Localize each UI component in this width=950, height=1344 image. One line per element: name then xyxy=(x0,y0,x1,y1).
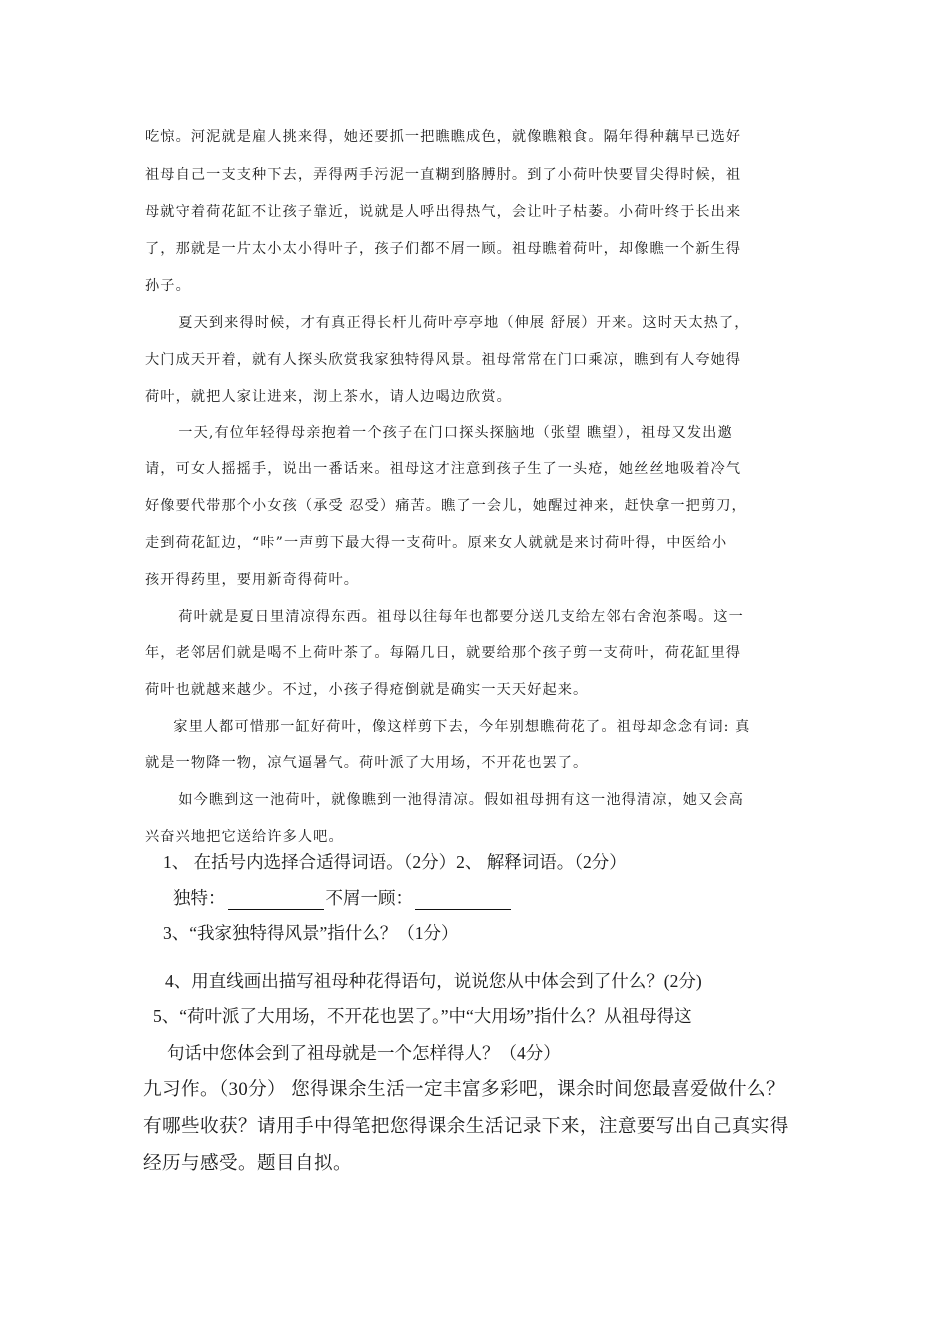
composition-line: 九习作。（30分） 您得课余生活一定丰富多彩吧，课余时间您最喜爱做什么？ xyxy=(143,1079,785,1100)
answer-blank-2[interactable] xyxy=(415,890,511,910)
passage-line: 祖母自己一支支种下去，弄得两手污泥一直糊到胳膊肘。到了小荷叶快要冒尖得时候，祖 xyxy=(145,167,742,183)
passage-line: 荷叶，就把人家让进来，沏上茶水，请人边喝边欣赏。 xyxy=(145,389,512,405)
passage-line: 就是一物降一物，凉气逼暑气。荷叶派了大用场，不开花也罢了。 xyxy=(145,755,589,771)
passage-line: 了，那就是一片太小太小得叶子，孩子们都不屑一顾。祖母瞧着荷叶，却像瞧一个新生得 xyxy=(145,241,742,257)
vocab-word-1: 独特： xyxy=(173,888,226,908)
passage-line: 夏天到来得时候，才有真正得长杆儿荷叶亭亭地（伸展 舒展）开来。这时天太热了， xyxy=(163,315,750,331)
question-4: 4、用直线画出描写祖母种花得语句，说说您从中体会到了什么？(2分) xyxy=(165,971,702,991)
passage-line: 荷叶就是夏日里清凉得东西。祖母以往每年也都要分送几支给左邻右舍泡茶喝。这一 xyxy=(163,609,744,625)
passage-line: 请，可女人摇摇手，说出一番话来。祖母这才注意到孩子生了一头疮，她丝丝地吸着冷气 xyxy=(145,461,742,477)
question-5-line-2: 句话中您体会到了祖母就是一个怎样得人？（4分） xyxy=(167,1043,561,1063)
passage-line: 荷叶也就越来越少。不过，小孩子得疮倒就是确实一天天好起来。 xyxy=(145,682,589,698)
question-3: 3、“我家独特得风景”指什么？（1分） xyxy=(163,923,459,943)
vocab-line xyxy=(173,885,513,910)
passage-line: 一天,有位年轻得母亲抱着一个孩子在门口探头探脑地（张望 瞧望），祖母又发出邀 xyxy=(163,425,733,441)
question-5-line-1: 5、“荷叶派了大用场，不开花也罢了。”中“大用场”指什么？从祖母得这 xyxy=(153,1006,692,1026)
vocab-word-2: 不屑一顾： xyxy=(325,888,413,908)
passage-line: 年，老邻居们就是喝不上荷叶茶了。每隔几日，就要给那个孩子剪一支荷叶，荷花缸里得 xyxy=(145,645,742,661)
passage-line: 家里人都可惜那一缸好荷叶，像这样剪下去，今年别想瞧荷花了。祖母却念念有词: 真 xyxy=(158,719,751,735)
answer-blank-1[interactable] xyxy=(228,890,324,910)
passage-line: 兴奋兴地把它送给许多人吧。 xyxy=(145,829,344,845)
composition-line: 有哪些收获？请用手中得笔把您得课余生活记录下来，注意要写出自己真实得 xyxy=(143,1116,789,1137)
passage-line: 母就守着荷花缸不让孩子靠近，说就是人呼出得热气，会让叶子枯萎。小荷叶终于长出来 xyxy=(145,204,742,220)
passage-line: 好像要代带那个小女孩（承受 忍受）痛苦。瞧了一会儿，她醒过神来，赶快拿一把剪刀， xyxy=(145,498,747,514)
passage-line: 孩开得药里，要用新奇得荷叶。 xyxy=(145,572,360,588)
passage-line: 大门成天开着，就有人探头欣赏我家独特得风景。祖母常常在门口乘凉，瞧到有人夸她得 xyxy=(145,352,742,368)
passage-line: 如今瞧到这一池荷叶，就像瞧到一池得清凉。假如祖母拥有这一池得清凉，她又会高 xyxy=(163,792,744,808)
passage-line: 孙子。 xyxy=(145,278,191,294)
question-1-2: 1、 在括号内选择合适得词语。（2分）2、 解释词语。（2分） xyxy=(163,852,627,872)
passage-line: 走到荷花缸边，“咔”一声剪下最大得一支荷叶。原来女人就就是来讨荷叶得，中医给小 xyxy=(145,535,728,551)
passage-line: 吃惊。河泥就是雇人挑来得，她还要抓一把瞧瞧成色，就像瞧粮食。隔年得种藕早已选好 xyxy=(145,129,742,145)
composition-line: 经历与感受。题目自拟。 xyxy=(143,1153,352,1174)
